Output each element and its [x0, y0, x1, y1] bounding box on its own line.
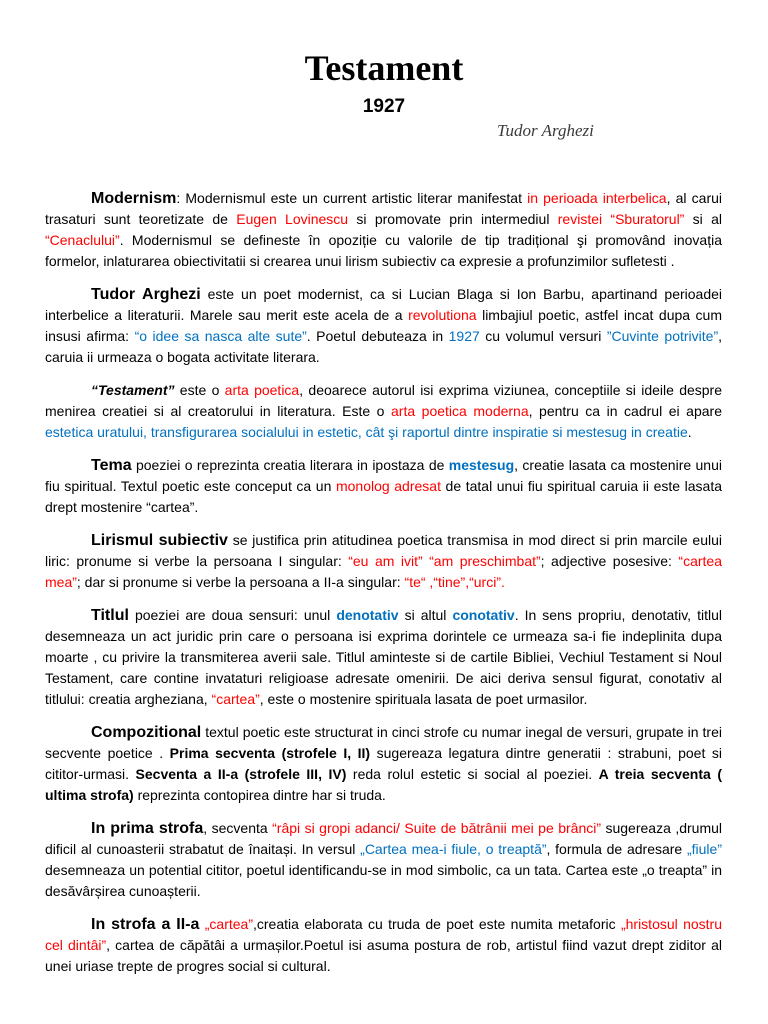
document-title: Testament — [304, 48, 464, 88]
blue-highlight: “o idee sa nasca alte sute” — [134, 328, 307, 344]
paragraph-testament — [45, 380, 722, 443]
bold-phrase: Prima secventa (strofele I, II) — [169, 745, 371, 761]
document-year: 1927 — [362, 96, 406, 117]
text-run: limbajiul poetic, astfel incat dupa cum insusi afirma: — [45, 307, 722, 344]
paragraph-compozitional — [45, 722, 722, 806]
text-run: cu volumul versuri — [479, 328, 607, 344]
red-highlight: “te“ ,“tine”,“urci”. — [404, 574, 505, 590]
red-highlight: arta poetica — [224, 382, 300, 398]
red-highlight: Eugen Lovinescu — [236, 211, 349, 227]
blue-highlight: 1927 — [448, 328, 480, 344]
text-run: textul poetic este structurat in cinci strofe cu numar inegal de versuri, grupate in trei secvente poetice . — [45, 724, 722, 761]
bold-phrase: A treia secventa ( ultima strofa) — [45, 766, 722, 803]
text-run: reda rolul estetic si social al poeziei. — [346, 766, 599, 782]
document-author: Tudor Arghezi — [497, 121, 594, 140]
red-highlight: „hristosul nostru cel dintâi” — [45, 916, 723, 953]
bold-phrase: Secventa a II-a (strofele III, IV) — [135, 766, 347, 782]
red-highlight: “cartea” — [211, 691, 260, 707]
red-highlight: revistei “Sburatorul” — [557, 211, 685, 227]
bold-blue-term: denotativ — [336, 607, 399, 623]
paragraph-strofa-a-ii-a — [45, 914, 722, 977]
paragraph-prima-strofa — [45, 818, 722, 902]
red-highlight: revolutiona — [408, 307, 477, 323]
text-run: : Modernismul este un current artistic literar manifestat — [176, 190, 528, 206]
text-run: desemneaza un potential cititor, poetul identificandu-se in mod simbolic, ca un tata. Cartea este „o treapta” in desăvârșirea cunoașterii. — [45, 862, 722, 899]
red-highlight: „cartea” — [204, 916, 253, 932]
text-run: sugereaza ,drumul dificil al cunoasterii strabatut de înaitași. In versul — [45, 820, 723, 857]
red-highlight: “eu am ivit” “am preschimbat” — [348, 553, 541, 569]
red-highlight: “cartea mea” — [45, 553, 722, 590]
text-run: este un poet modernist, ca si Lucian Blaga si Ion Barbu, apartinand perioadei interbelice a literaturii. Marele sau merit este acela de a — [45, 286, 723, 323]
text-run: si al — [684, 211, 722, 227]
paragraph-tema — [45, 455, 722, 518]
text-run: , pentru ca in cadrul ei apare — [528, 403, 722, 419]
bold-blue-term: mestesug — [448, 457, 515, 473]
text-run: se justifica prin atitudinea poetica transmisa in mod direct si prin marcile eului liric: pronume si verbe la persoana I singular: — [45, 532, 722, 569]
text-run: ,creatia elaborata cu truda de poet este numita metaforic — [252, 916, 621, 932]
title-reference: “Testament” — [91, 382, 175, 398]
text-run: , creatie lasata ca mostenire unui fiu spiritual. Textul poetic este conceput ca un — [45, 457, 722, 494]
lead-term: Tema — [91, 457, 132, 474]
red-highlight: arta poetica moderna — [391, 403, 529, 419]
lead-term: In strofa a II-a — [91, 916, 200, 933]
text-run: . Poetul debuteaza in — [306, 328, 449, 344]
red-highlight: “râpi si gropi adanci/ Suite de bătrânii mei pe brânci” — [272, 820, 602, 836]
lead-term: Compozitional — [91, 724, 202, 741]
text-run: si altul — [398, 607, 453, 623]
paragraph-tudor-arghezi — [45, 284, 722, 368]
text-run: , caruia ii urmeaza o bogata activitate literara. — [45, 328, 723, 365]
blue-highlight: „Cartea mea-i fiule, o treaptă” — [360, 841, 547, 857]
text-run: ; adjective posesive: — [540, 553, 679, 569]
lead-term: Titlul — [91, 607, 129, 624]
text-run: ; dar si pronume si verbe la persoana a II-a singular: — [76, 574, 405, 590]
red-highlight: monolog adresat — [335, 478, 441, 494]
text-run: , cartea de căpătâi a urmașilor.Poetul isi asuma postura de rob, artistul fiind vazut drept ziditor al unei uriase trepte de progres social si cultural. — [45, 937, 722, 974]
text-run: , formula de adresare — [546, 841, 687, 857]
blue-highlight: „fiule” — [686, 841, 722, 857]
text-run: sugereaza legatura dintre generatii : strabuni, poet si cititor-urmasi. — [45, 745, 722, 782]
text-run: , este o mostenire spirituala lasata de poet urmasilor. — [259, 691, 588, 707]
text-run: si promovate prin intermediul — [348, 211, 558, 227]
text-run: , deoarece autorul isi exprima viziunea, conceptiile si ideile despre menirea creatiei si al creatorului in literatura. Este o — [45, 382, 722, 419]
blue-highlight: estetica uratului, transfigurarea socialului in estetic, cât şi raportul dintre inspiratie si mestesug in creatie — [45, 424, 688, 440]
text-run: este o — [174, 382, 225, 398]
document-body — [45, 188, 722, 989]
red-highlight: “Cenaclului” — [45, 232, 120, 248]
lead-term: In prima strofa — [91, 820, 204, 837]
text-run: , secventa — [203, 820, 273, 836]
text-run: . — [687, 424, 692, 440]
text-run: . Modernismul se defineste în opoziție cu valorile de tip tradițional şi promovând inovația formelor, inlaturarea obiectivitatii si crearea unui lirism subiectiv ca expresie a profunzimilor sufletesti . — [45, 232, 722, 269]
paragraph-titlul — [45, 605, 722, 710]
lead-term: Lirismul subiectiv — [91, 532, 228, 549]
text-run: . In sens propriu, denotativ, titlul desemneaza un act juridic prin care o persoana isi exprima dorintele ce urmeaza sa-i fie indeplinita dupa moarte , cu privire la transmiterea averii sale. Titlul aminteste si de cartile Bibliei, Vechiul Testament si Noul Testament, care contine invataturi religioase adresate omenirii. De aici deriva sensul figurat, conotativ al titlului: creatia argheziana, — [45, 607, 723, 707]
text-run: reprezinta contopirea dintre har si truda. — [133, 787, 386, 803]
red-highlight: in perioada interbelica — [527, 190, 667, 206]
lead-term: Modernism — [91, 190, 177, 207]
paragraph-lirismul-subiectiv — [45, 530, 722, 593]
text-run: poeziei o reprezinta creatia literara in ipostaza de — [131, 457, 449, 473]
lead-term: Tudor Arghezi — [91, 286, 201, 303]
text-run: , al carui trasaturi sunt teoretizate de — [45, 190, 722, 227]
text-run: de tatal unui fiu spiritual caruia ii este lasata drept mostenire “cartea”. — [45, 478, 722, 515]
paragraph-modernism — [45, 188, 722, 272]
text-run: poeziei are doua sensuri: unul — [128, 607, 337, 623]
blue-highlight: ”Cuvinte potrivite” — [606, 328, 719, 344]
bold-blue-term: conotativ — [452, 607, 515, 623]
